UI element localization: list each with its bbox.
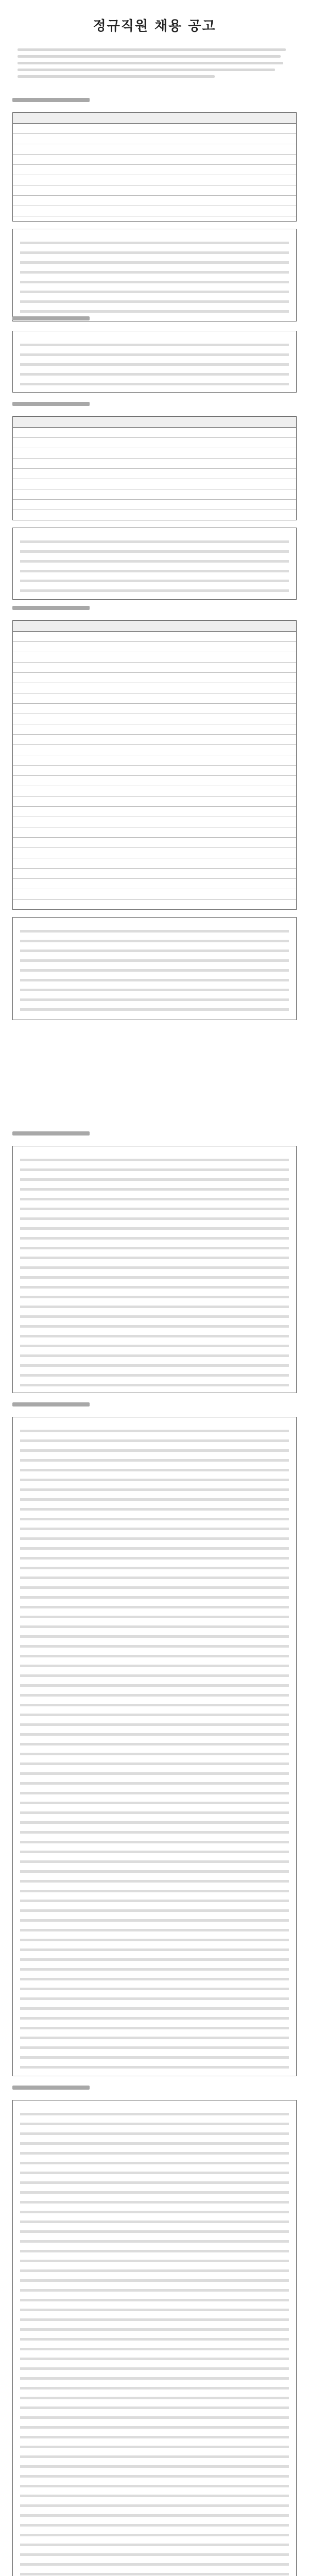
recruitment-table <box>12 112 297 222</box>
section-heading <box>12 1131 297 1139</box>
text-block <box>12 331 297 393</box>
section-heading <box>12 606 297 613</box>
section-heading <box>12 1402 297 1410</box>
intro-paragraph <box>18 44 291 91</box>
section-4 <box>12 606 297 1027</box>
section-1 <box>12 98 297 329</box>
section-6 <box>12 1402 297 2083</box>
section-heading <box>12 316 297 324</box>
notes-box <box>12 229 297 321</box>
text-block <box>12 528 297 600</box>
notice-header <box>9 15 300 36</box>
section-heading <box>12 402 297 409</box>
qualification-table <box>12 620 297 910</box>
text-block <box>12 917 297 1020</box>
section-2 <box>12 316 297 400</box>
text-block <box>12 1146 297 1393</box>
text-block <box>12 2100 297 2576</box>
text-block <box>12 1417 297 2076</box>
schedule-table <box>12 416 297 520</box>
section-5 <box>12 1131 297 1400</box>
section-7 <box>12 2086 297 2576</box>
notice-title: 정규직원 채용 공고 <box>93 19 216 34</box>
section-3 <box>12 402 297 607</box>
section-heading <box>12 2086 297 2093</box>
section-heading <box>12 98 297 105</box>
